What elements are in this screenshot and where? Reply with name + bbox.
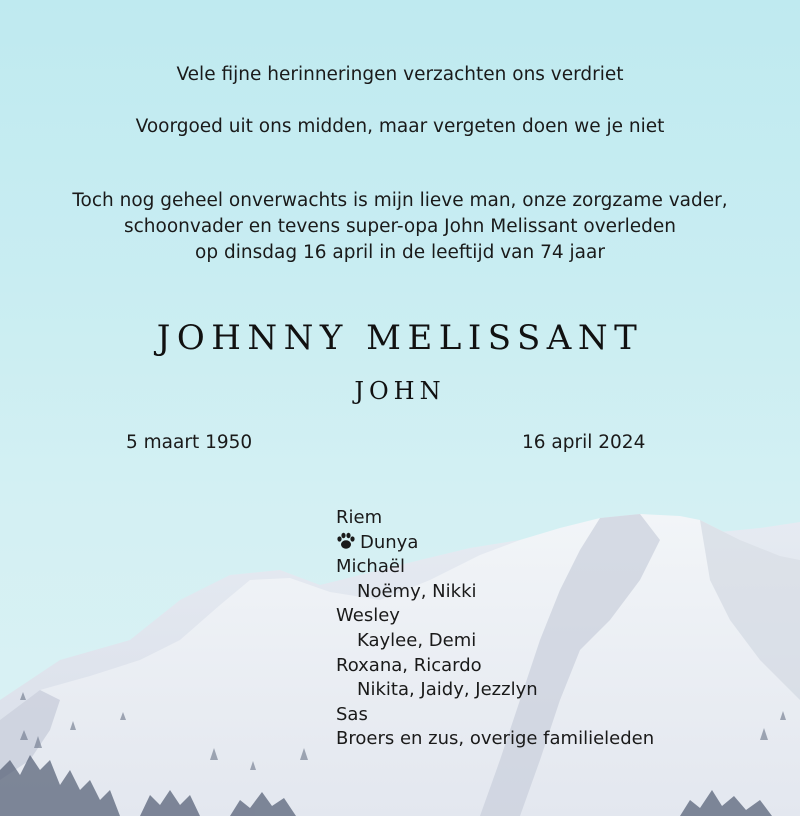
family-member: Roxana, Ricardo	[336, 654, 482, 676]
family-list	[336, 506, 654, 752]
announcement-paragraph	[0, 188, 800, 266]
family-member-children: Kaylee, Demi	[357, 629, 477, 651]
family-member-children: Nikita, Jaidy, Jezzlyn	[357, 679, 538, 701]
family-member: Broers en zus, overige familieleden	[336, 728, 655, 750]
deceased-full-name: JOHNNY MELISSANT	[156, 318, 644, 358]
paw-icon	[336, 532, 356, 550]
family-member: Wesley	[336, 605, 400, 627]
family-member: Riem	[336, 507, 383, 528]
family-member-children: Noëmy, Nikki	[357, 580, 477, 602]
deceased-nickname: JOHN	[354, 377, 446, 405]
death-date: 16 april 2024	[522, 432, 646, 453]
birth-date: 5 maart 1950	[126, 432, 253, 453]
intro-line-1: Vele fijne herinneringen verzachten ons verdriet	[176, 64, 624, 85]
family-member: Sas	[336, 703, 368, 725]
announcement-line: op dinsdag 16 april in de leeftijd van 74 jaar	[195, 242, 605, 263]
family-member-pet	[336, 531, 654, 556]
pet-name: Dunya	[360, 531, 419, 553]
family-member: Michaël	[336, 556, 405, 578]
intro-line-2: Voorgoed uit ons midden, maar vergeten doen we je niet	[135, 116, 665, 137]
announcement-line: schoonvader en tevens super-opa John Melissant overleden	[123, 216, 677, 237]
announcement-line: Toch nog geheel onverwachts is mijn lieve man, onze zorgzame vader,	[72, 190, 728, 211]
